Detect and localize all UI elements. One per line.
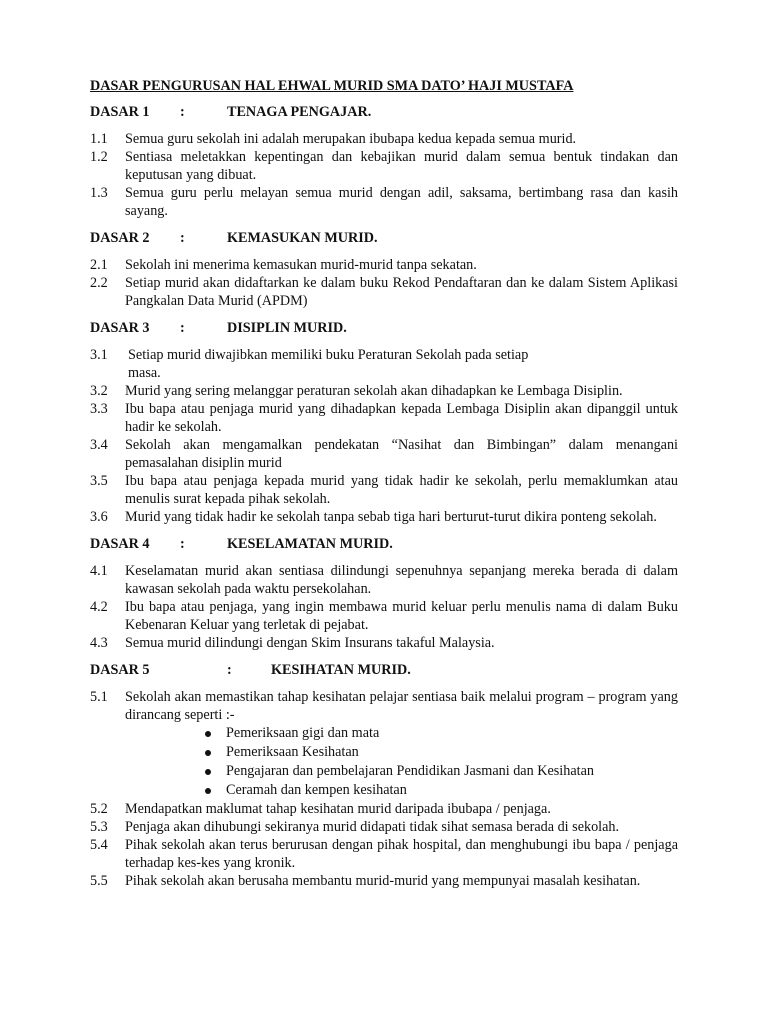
item-text: Semua murid dilindungi dengan Skim Insurans takaful Malaysia. — [125, 635, 495, 651]
item-text: Sekolah akan memastikan tahap kesihatan pelajar sentiasa baik melalui program – program yang dirancang seperti :- — [125, 689, 678, 723]
list-item — [90, 184, 678, 220]
list-item — [90, 148, 678, 184]
item-number: 5.5 — [90, 873, 108, 889]
item-number: 5.2 — [90, 801, 108, 817]
list-item — [90, 562, 678, 598]
section-title: KESIHATAN MURID. — [271, 662, 411, 678]
item-text-line: Setiap murid diwajibkan memiliki buku Peraturan Sekolah pada setiap — [128, 347, 529, 363]
list-item — [90, 598, 678, 634]
section-dasar-5 — [90, 661, 678, 890]
list-item — [90, 634, 678, 652]
section-heading — [90, 103, 678, 123]
section-dasar-3 — [90, 319, 678, 526]
list-item — [90, 436, 678, 472]
item-text: Semua guru perlu melayan semua murid dengan adil, saksama, bertimbang rasa dan kasih sayang. — [125, 185, 678, 219]
section-title: KEMASUKAN MURID. — [227, 230, 378, 246]
item-text: Penjaga akan dihubungi sekiranya murid didapati tidak sihat semasa berada di sekolah. — [125, 819, 620, 835]
section-dasar-4 — [90, 535, 678, 652]
list-item — [90, 130, 678, 148]
item-number: 5.1 — [90, 689, 108, 705]
list-item — [90, 688, 678, 724]
section-heading — [90, 319, 678, 339]
section-heading — [90, 535, 678, 555]
item-text: Pihak sekolah akan berusaha membantu murid-murid yang mempunyai masalah kesihatan. — [125, 873, 641, 889]
section-colon: : — [227, 662, 232, 678]
item-text: Keselamatan murid akan sentiasa dilindungi sepenuhnya sepanjang mereka berada di dalam kawasan sekolah pada waktu persekolahan. — [125, 563, 678, 597]
item-text: Ibu bapa atau penjaga kepada murid yang tidak hadir ke sekolah, perlu memaklumkan atau menulis surat kepada pihak sekolah. — [125, 473, 678, 507]
section-code: DASAR 4 — [90, 536, 150, 552]
section-title: DISIPLIN MURID. — [227, 320, 347, 336]
list-item — [90, 508, 678, 526]
item-number: 3.6 — [90, 509, 108, 525]
item-text: Sekolah akan mengamalkan pendekatan “Nasihat dan Bimbingan” dalam menangani pemasalahan disiplin murid — [125, 437, 678, 471]
item-text: Sentiasa meletakkan kepentingan dan kebajikan murid dalam semua bentuk tindakan dan keputusan yang dibuat. — [125, 149, 678, 183]
item-number: 2.2 — [90, 275, 108, 291]
list-item — [90, 472, 678, 508]
document-title: DASAR PENGURUSAN HAL EHWAL MURID SMA DATO’ HAJI MUSTAFA — [90, 78, 574, 94]
section-colon: : — [180, 230, 185, 246]
item-number: 4.3 — [90, 635, 108, 651]
list-item — [90, 872, 678, 890]
section-colon: : — [180, 104, 185, 120]
item-text: Semua guru sekolah ini adalah merupakan ibubapa kedua kepada semua murid. — [125, 131, 577, 147]
section-heading — [90, 229, 678, 249]
document-body — [90, 77, 678, 890]
item-text: Sekolah ini menerima kemasukan murid-murid tanpa sekatan. — [125, 257, 477, 273]
list-item — [90, 836, 678, 872]
item-text: Ibu bapa atau penjaga murid yang dihadapkan kepada Lembaga Disiplin akan dipanggil untuk hadir ke sekolah. — [125, 401, 678, 435]
item-text: Pihak sekolah akan terus berurusan dengan pihak hospital, dan menghubungi ibu bapa / penjaga terhadap kes-kes yang kronik. — [125, 837, 678, 871]
list-item — [90, 274, 678, 310]
item-number: 4.1 — [90, 563, 108, 579]
bullet-item: Pemeriksaan Kesihatan — [203, 743, 678, 762]
section-code: DASAR 2 — [90, 230, 150, 246]
item-number: 1.2 — [90, 149, 108, 165]
list-item — [90, 818, 678, 836]
item-number: 3.5 — [90, 473, 108, 489]
item-number: 3.1 — [90, 347, 108, 363]
list-item — [90, 800, 678, 818]
bullet-list — [203, 724, 678, 800]
section-dasar-1 — [90, 103, 678, 220]
section-code: DASAR 3 — [90, 320, 150, 336]
item-text: Setiap murid akan didaftarkan ke dalam buku Rekod Pendaftaran dan ke dalam Sistem Aplikasi Pangkalan Data Murid (APDM) — [125, 275, 678, 309]
section-colon: : — [180, 320, 185, 336]
section-code: DASAR 5 — [90, 662, 150, 678]
item-number: 5.3 — [90, 819, 108, 835]
item-text: Ibu bapa atau penjaga, yang ingin membawa murid keluar perlu menulis nama di dalam Buku Kebenaran Keluar yang terletak di pejabat. — [125, 599, 678, 633]
bullet-item: Ceramah dan kempen kesihatan — [203, 781, 678, 800]
item-text-line: masa. — [128, 365, 161, 381]
section-heading — [90, 661, 678, 681]
list-item — [90, 382, 678, 400]
list-item — [90, 346, 678, 382]
list-item — [90, 256, 678, 274]
section-title: TENAGA PENGAJAR. — [227, 104, 372, 120]
item-number: 1.1 — [90, 131, 108, 147]
item-number: 4.2 — [90, 599, 108, 615]
section-colon: : — [180, 536, 185, 552]
section-code: DASAR 1 — [90, 104, 150, 120]
list-item — [90, 400, 678, 436]
item-number: 3.3 — [90, 401, 108, 417]
item-text — [125, 346, 678, 382]
bullet-item: Pengajaran dan pembelajaran Pendidikan Jasmani dan Kesihatan — [203, 762, 678, 781]
item-number: 5.4 — [90, 837, 108, 853]
item-number: 3.2 — [90, 383, 108, 399]
item-text: Murid yang sering melanggar peraturan sekolah akan dihadapkan ke Lembaga Disiplin. — [125, 383, 623, 399]
section-title: KESELAMATAN MURID. — [227, 536, 393, 552]
item-number: 3.4 — [90, 437, 108, 453]
item-text: Mendapatkan maklumat tahap kesihatan murid daripada ibubapa / penjaga. — [125, 801, 551, 817]
item-number: 1.3 — [90, 185, 108, 201]
item-text: Murid yang tidak hadir ke sekolah tanpa sebab tiga hari berturut-turut dikira ponteng sekolah. — [125, 509, 657, 525]
section-dasar-2 — [90, 229, 678, 310]
bullet-item: Pemeriksaan gigi dan mata — [203, 724, 678, 743]
item-number: 2.1 — [90, 257, 108, 273]
